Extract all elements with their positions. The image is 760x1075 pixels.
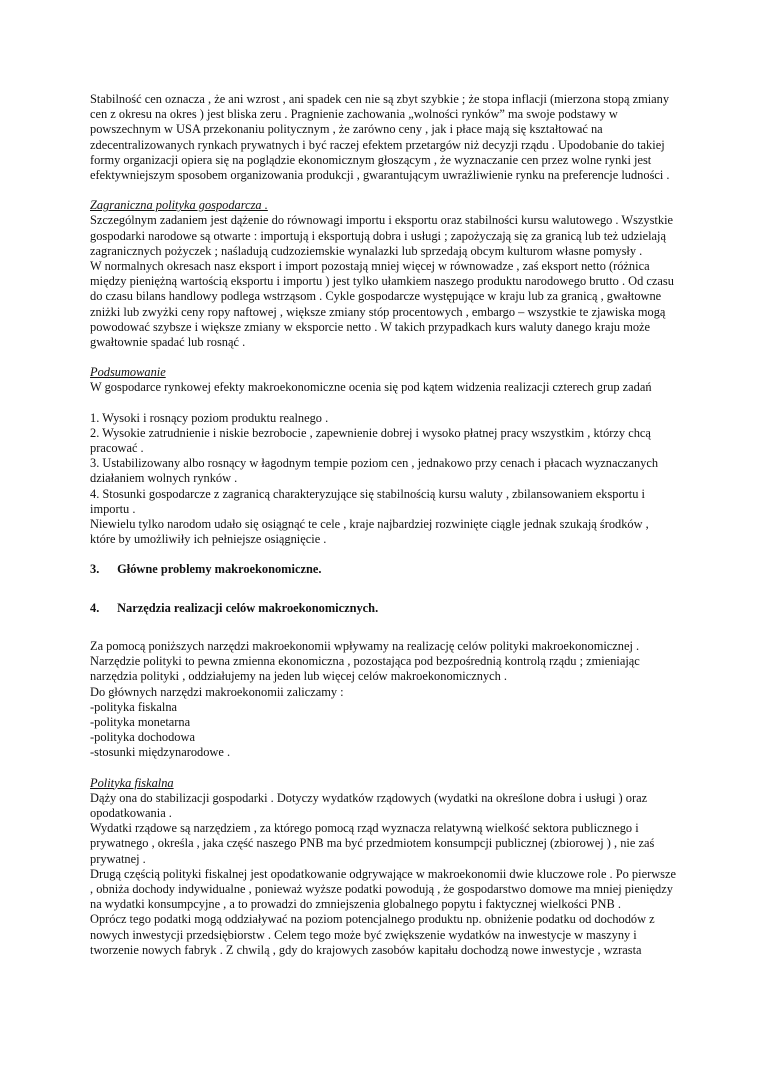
- foreign-policy-heading: Zagraniczna polityka gospodarcza .: [90, 198, 268, 213]
- foreign-policy-paragraph-1: Szczególnym zadaniem jest dążenie do równowagi importu i eksportu oraz stabilności kursu walutowego . Wszystkie gospodarki narodowe są otwarte : importują i eksportują dobra i usługi ; zapożyczają się za granicą lub też udzielają zagranicznych pożyczek ; naśladują cudzoziemskie wynalazki lub sprzedają obcym kulturom własne pomysły .: [90, 213, 674, 258]
- tool-item: -polityka dochodowa: [90, 730, 195, 745]
- summary-heading: Podsumowanie: [90, 365, 166, 380]
- chapter-3-heading: [90, 562, 676, 577]
- chapter-4-number: 4.: [90, 600, 100, 615]
- fiscal-paragraph-2: Wydatki rządowe są narzędziem , za którego pomocą rząd wyznacza relatywną wielkość sektora publicznego i prywatnego , określa , jaka część naszego PNB ma być przedmiotem konsumpcji publicznej (zbiorowej ) , nie zaś prywatnej .: [90, 821, 655, 866]
- document-page: [90, 92, 676, 958]
- fiscal-paragraph-1: Dąży ona do stabilizacji gospodarki . Dotyczy wydatków rządowych (wydatki na określone dobra i usługi ) oraz opodatkowania .: [90, 790, 648, 820]
- summary-intro: W gospodarce rynkowej efekty makroekonomiczne ocenia się pod kątem widzenia realizacji czterech grup zadań: [90, 380, 652, 395]
- tool-item: -polityka monetarna: [90, 714, 191, 729]
- intro-paragraph: Stabilność cen oznacza , że ani wzrost , ani spadek cen nie są zbyt szybkie ; że stopa inflacji (mierzona stopą zmiany cen z okresu na okres ) jest bliska zeru . Pragnienie zachowania „wolności rynków” ma swoje podstawy w powszechnym w USA przekonaniu politycznym , że zarówno ceny , jak i płace mają się kształtować na zdecentralizowanych rynkach prywatnych i być raczej efektem przetargów niż decyzji rządu . Upodobanie do takiej formy organizacji opiera się na poglądzie ekonomicznym głoszącym , że wyznaczanie cen przez wolne rynki jest efektywniejszym sposobem organizowania produkcji , gwarantującym uwrażliwienie rynku na preferencje ludności .: [90, 92, 670, 183]
- tools-list: [90, 700, 676, 761]
- summary-closing: Niewielu tylko narodom udało się osiągnąć te cele , kraje najbardziej rozwinięte ciągle jednak szukają środków , które by umożliwiły ich pełniejsze osiągnięcie .: [90, 517, 649, 547]
- goal-item: 4. Stosunki gospodarcze z zagranicą charakteryzujące się stabilnością kursu waluty , zbilansowaniem eksportu i importu .: [90, 486, 645, 516]
- fiscal-paragraph-4: Oprócz tego podatki mogą oddziaływać na poziom potencjalnego produktu np. obniżenie podatku od dochodów z nowych inwestycji przedsiębiorstw . Celem tego może być zwiększenie wydatków na inwestycje w maszyny i tworzenie nowych fabryk . Z chwilą , gdy do krajowych zasobów kapitału dochodzą nowe inwestycje , wzrasta: [90, 912, 655, 957]
- goals-list: [90, 411, 676, 517]
- chapter-3-title: Główne problemy makroekonomiczne.: [117, 562, 322, 577]
- tool-item: -stosunki międzynarodowe .: [90, 745, 231, 760]
- chapter-4-heading: [90, 601, 676, 616]
- chapter-3-number: 3.: [90, 562, 100, 577]
- foreign-policy-paragraph-2: W normalnych okresach nasz eksport i import pozostają mniej więcej w równowadze , zaś eksport netto (różnica między pieniężną wartością eksportu i importu ) jest tylko ułamkiem naszego produktu narodowego brutto . Od czasu do czasu bilans handlowy podlega wstrząsom . Cykle gospodarcze występujące w kraju lub za granicą , gwałtowne zniżki lub zwyżki ceny ropy naftowej , większe zmiany stóp procentowych , embargo – wszystkie te zjawiska mogą powodować szybsze i większe zmiany w eksporcie netto . W takich przypadkach kurs waluty danego kraju może gwałtownie spadać lub rosnąć .: [90, 259, 674, 350]
- chapter-4-title: Narzędzia realizacji celów makroekonomicznych.: [117, 600, 379, 615]
- tools-paragraph-1: Za pomocą poniższych narzędzi makroekonomii wpływamy na realizację celów polityki makroekonomicznej . Narzędzie polityki to pewna zmienna ekonomiczna , pozostająca pod bezpośrednią kontrolą rządu ; zmieniając narzędzia polityki , oddziałujemy na jeden lub więcej celów makroekonomicznych .: [90, 638, 640, 684]
- fiscal-paragraph-3: Drugą częścią polityki fiskalnej jest opodatkowanie odgrywające w makroekonomii dwie kluczowe role . Po pierwsze , obniża dochody indywidualne , ponieważ wyższe podatki powodują , że gospodarstwo domowe ma mniej pieniędzy na wydatki konsumpcyjne , a to prowadzi do zmniejszenia globalnego popytu i faktycznej wielkości PNB .: [90, 866, 676, 912]
- tools-paragraph-2: Do głównych narzędzi makroekonomii zaliczamy :: [90, 684, 344, 699]
- goal-item: 2. Wysokie zatrudnienie i niskie bezrobocie , zapewnienie dobrej i wysoko płatnej pracy wszystkim , którzy chcą pracować .: [90, 425, 651, 456]
- goal-item: 3. Ustabilizowany albo rosnący w łagodnym tempie poziom cen , jednakowo przy cenach i płacach wyznaczanych działaniem wolnych rynków .: [90, 456, 659, 486]
- tool-item: -polityka fiskalna: [90, 699, 178, 714]
- goal-item: 1. Wysoki i rosnący poziom produktu realnego .: [90, 410, 329, 425]
- fiscal-heading: Polityka fiskalna: [90, 775, 174, 790]
